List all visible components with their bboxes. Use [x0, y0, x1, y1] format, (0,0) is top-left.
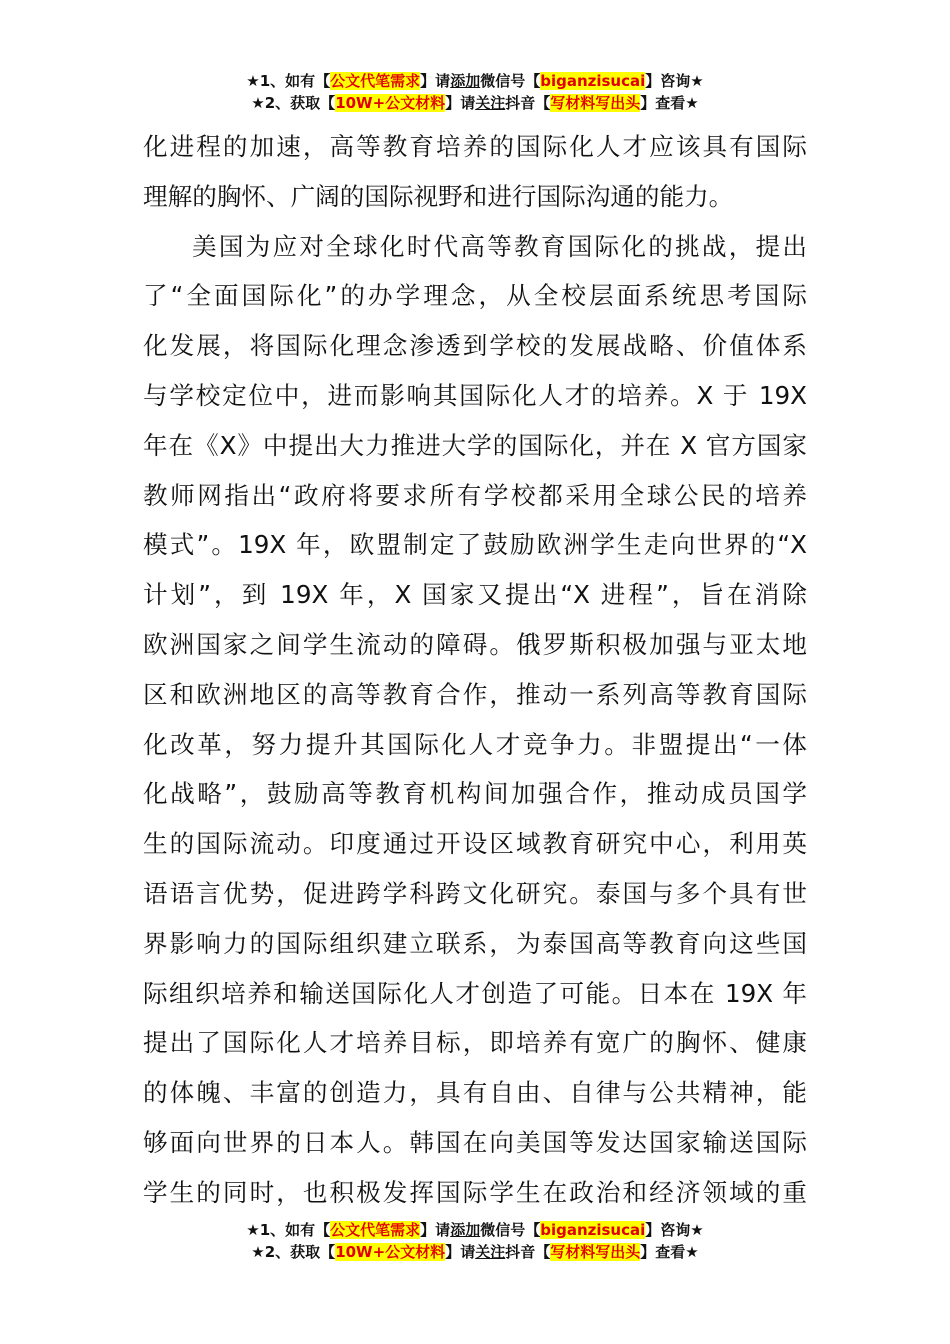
text-line: 美国为应对全球化时代高等教育国际化的挑战，提出	[192, 231, 807, 261]
text-line: 区和欧洲地区的高等教育合作，推动一系列高等教育国际	[143, 679, 807, 709]
text-line: 欧洲国家之间学生流动的障碍。俄罗斯积极加强与亚太地	[143, 629, 807, 659]
text-line: 界影响力的国际组织建立联系，为泰国高等教育向这些国	[143, 928, 807, 958]
text-line: 够面向世界的日本人。韩国在向美国等发达国家输送国际	[143, 1127, 807, 1157]
text-line: 化发展，将国际化理念渗透到学校的发展战略、价值体系	[143, 331, 807, 361]
header-banner-line-1: ★1、如有【公文代笔需求】请添加微信号【biganzisucai】咨询★	[246, 72, 704, 90]
text-line: 与学校定位中，进而影响其国际化人才的培养。X 于 19X	[143, 380, 807, 410]
text-line: 提出了国际化人才培养目标，即培养有宽广的胸怀、健康	[143, 1028, 807, 1058]
highlight-douyin-account: 写材料写出头	[550, 94, 641, 112]
highlight-douyin-account: 写材料写出头	[550, 1243, 641, 1261]
footer-banner-line-1: ★1、如有【公文代笔需求】请添加微信号【biganzisucai】咨询★	[246, 1221, 704, 1239]
text-line: 学生的同时，也积极发挥国际学生在政治和经济领域的重	[143, 1177, 807, 1207]
text-line: 年在《X》中提出大力推进大学的国际化，并在 X 官方国家	[143, 430, 807, 460]
highlight-service: 公文代笔需求	[330, 1221, 421, 1239]
header-banner-line-2: ★2、获取【10W+公文材料】请关注抖音【写材料写出头】查看★	[251, 94, 699, 112]
text-line: 模式”。19X 年，欧盟制定了鼓励欧洲学生走向世界的“X	[143, 530, 807, 560]
text-line: 化进程的加速，高等教育培养的国际化人才应该具有国际	[143, 132, 807, 161]
document-body	[143, 122, 807, 1218]
text-line: 的体魄、丰富的创造力，具有自由、自律与公共精神，能	[143, 1078, 807, 1108]
footer-banner-line-2: ★2、获取【10W+公文材料】请关注抖音【写材料写出头】查看★	[251, 1243, 699, 1261]
highlight-materials: 10W+公文材料	[335, 1243, 446, 1261]
header-banner	[0, 70, 950, 114]
text-line: 计划”，到 19X 年，X 国家又提出“X 进程”，旨在消除	[143, 580, 807, 610]
text-line: 化战略”，鼓励高等教育机构间加强合作，推动成员国学	[143, 779, 807, 809]
text-line: 语语言优势，促进跨学科跨文化研究。泰国与多个具有世	[143, 878, 807, 908]
highlight-service: 公文代笔需求	[330, 72, 421, 90]
text-line: 生的国际流动。印度通过开设区域教育研究中心，利用英	[143, 829, 807, 859]
highlight-materials: 10W+公文材料	[335, 94, 446, 112]
text-line: 际组织培养和输送国际化人才创造了可能。日本在 19X 年	[143, 978, 807, 1008]
highlight-wechat-id: biganzisucai	[540, 1221, 646, 1239]
text-line: 教师网指出“政府将要求所有学校都采用全球公民的培养	[143, 480, 807, 510]
footer-banner	[0, 1219, 950, 1263]
text-line: 理解的胸怀、广阔的国际视野和进行国际沟通的能力。	[143, 181, 734, 211]
text-line: 化改革，努力提升其国际化人才竞争力。非盟提出“一体	[143, 729, 807, 759]
highlight-wechat-id: biganzisucai	[540, 72, 646, 90]
text-line: 了“全面国际化”的办学理念，从全校层面系统思考国际	[143, 281, 807, 311]
